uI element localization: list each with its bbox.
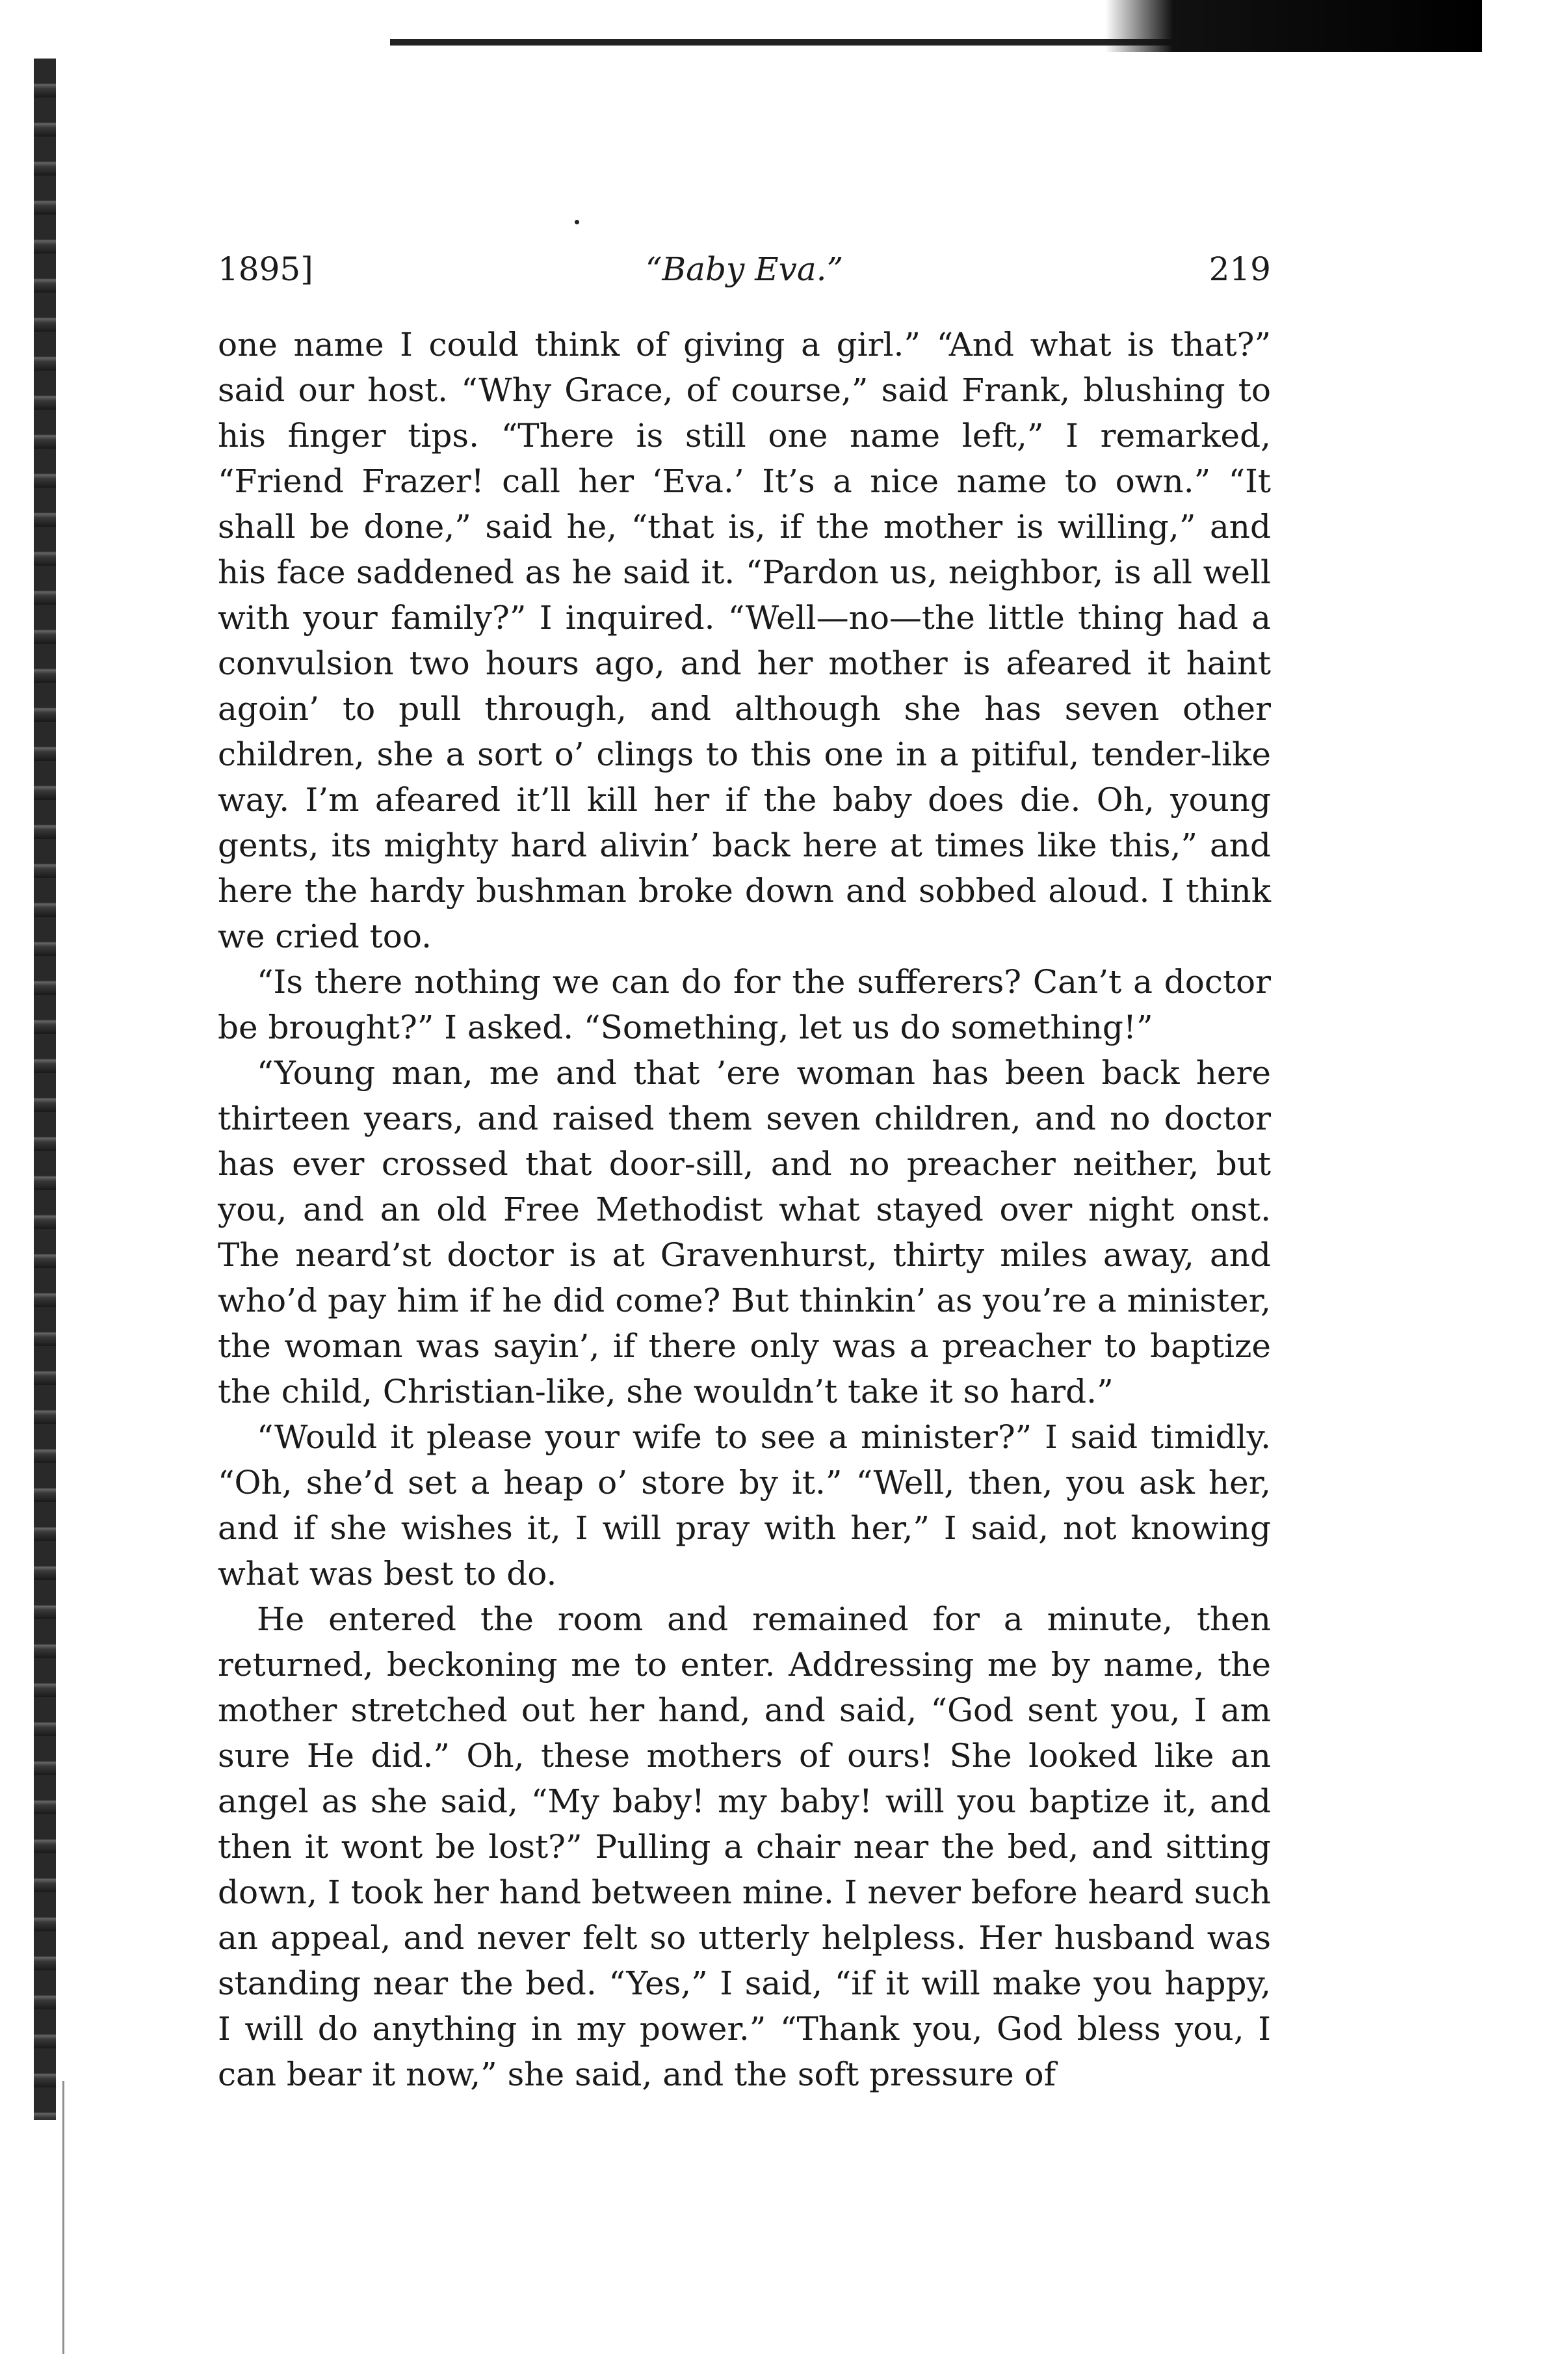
page-number: 219 bbox=[1209, 250, 1271, 288]
book-spine-edge bbox=[34, 59, 56, 2120]
paragraph: “Would it please your wife to see a minister?” I said timidly. “Oh, she’d set a heap o’ store by it.” “Well, then, you ask her, and if she wishes it, I will pray with her,” I said, not knowing what was best to do. bbox=[218, 1418, 1271, 1593]
paragraph: one name I could think of giving a girl.” “And what is that?” said our host. “Why Grace, of course,” said Frank, blushing to his finger tips. “There is still one name left,” I remarked, “Friend Frazer! call her ‘Eva.’ It’s a nice name to own.” “It shall be done,” said he, “that is, if the mother is willing,” and his face saddened as he said it. “Pardon us, neighbor, is all well with your family?” I inquired. “Well—no—the little thing had a convulsion two hours ago, and her mother is afeared it haint agoin’ to pull through, and although she has seven other children, she a sort o’ clings to this one in a pitiful, tender-like way. I’m afeared it’ll kill her if the baby does die. Oh, young gents, its mighty hard alivin’ back here at times like this,” and here the hardy bushman broke down and sobbed aloud. I think we cried too. bbox=[218, 326, 1271, 955]
scan-dot bbox=[575, 220, 579, 224]
header-title: “Baby Eva.” bbox=[645, 250, 844, 288]
paragraph: He entered the room and remained for a minute, then returned, beckoning me to enter. Addressing me by name, the mother stretched out her hand, and said, “God sent you, I am sure He did.” Oh, these mothers of ours! She looked like an angel as she said, “My baby! my baby! will you baptize it, and then it wont be lost?” Pulling a chair near the bed, and sitting down, I took her hand between mine. I never before heard such an appeal, and never felt so utterly helpless. Her husband was standing near the bed. “Yes,” I said, “if it will make you happy, I will do anything in my power.” “Thank you, God bless you, I can bear it now,” she said, and the soft pressure of bbox=[218, 1600, 1271, 2093]
scan-top-artifact bbox=[1105, 0, 1482, 52]
header-year: 1895] bbox=[218, 250, 313, 288]
book-edge-line bbox=[62, 2081, 64, 2354]
body-text bbox=[218, 322, 1271, 2097]
paragraph: “Is there nothing we can do for the sufferers? Can’t a doctor be brought?” I asked. “Something, let us do something!” bbox=[218, 963, 1271, 1046]
paragraph: “Young man, me and that ’ere woman has been back here thirteen years, and raised them seven children, and no doctor has ever crossed that door-sill, and no preacher neither, but you, and an old Free Methodist what stayed over night onst. The neard’st doctor is at Gravenhurst, thirty miles away, and who’d pay him if he did come? But thinkin’ as you’re a minister, the woman was sayin’, if there only was a preacher to baptize the child, Christian-like, she wouldn’t take it so hard.” bbox=[218, 1054, 1271, 1410]
running-header bbox=[218, 250, 1271, 302]
